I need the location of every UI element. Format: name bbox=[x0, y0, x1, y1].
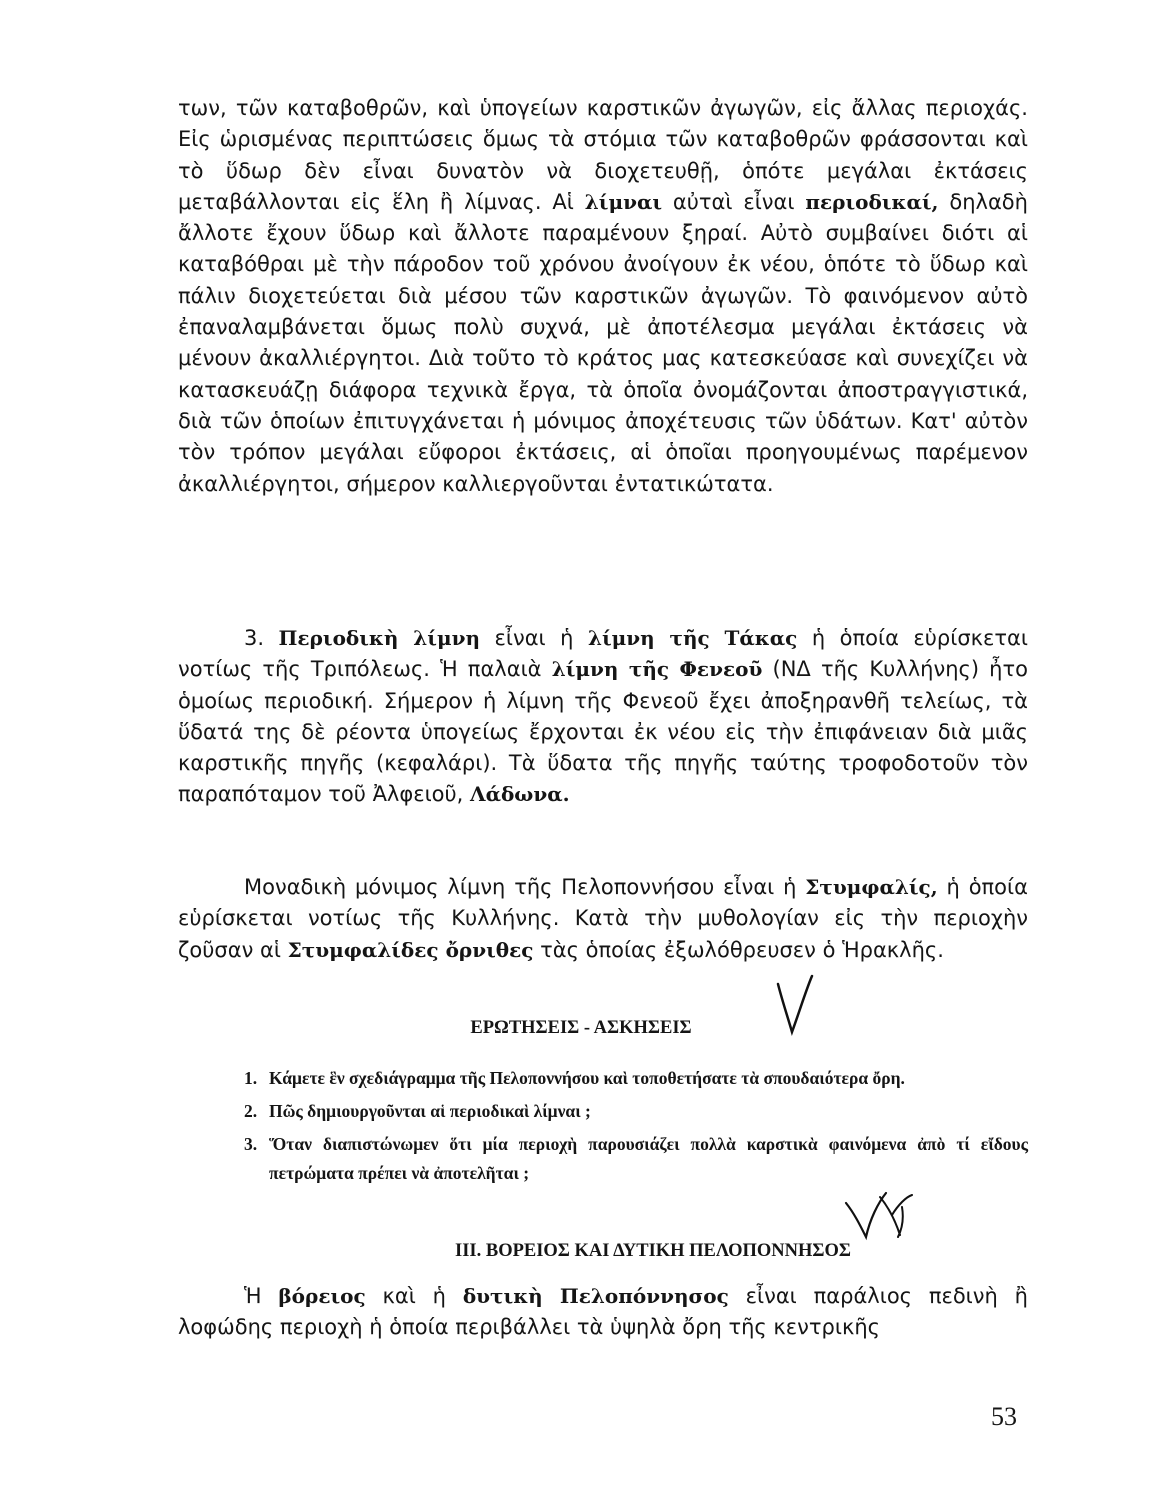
question-text: Πῶς δημιουργοῦνται αἱ περιοδικαὶ λίμναι ; bbox=[269, 1101, 591, 1121]
question-number: 1. bbox=[244, 1068, 258, 1088]
bold-term: δυτικὴ Πελοπόννησος bbox=[462, 1284, 729, 1308]
paragraph-text: ἡ ὁποία εὑρίσκεται νοτίως τῆς Κυλλήνης. Κατὰ τὴν μυθολογίαν εἰς τὴν περιοχὴν ζοῦσαν αἱ bbox=[178, 875, 1028, 962]
paragraph-north-west-peloponnese bbox=[178, 1281, 1028, 1344]
questions-list bbox=[244, 1064, 1028, 1192]
question-text: Κάμετε ἓν σχεδιάγραμμα τῆς Πελοποννήσου καὶ τοποθετήσατε τὰ σπουδαιότερα ὄρη. bbox=[269, 1068, 905, 1088]
paragraph-text: αὐταὶ εἶναι bbox=[672, 189, 795, 214]
bold-term: λίμναι bbox=[584, 189, 663, 214]
paragraph-text: (ΝΔ τῆς Κυλλήνης) ἦτο ὁμοίως περιοδική. Σήμερον ἡ λίμνη τῆς Φενεοῦ ἔχει ἀποξηρανθῆ τελείως, τὰ ὕδατά της δὲ ρέοντα ὑπογείως ἔρχονται ἐκ νέου εἰς τὴν ἐπιφάνειαν διὰ μιᾶς καρστικῆς πηγῆς (κεφαλάρι). Τὰ ὕδατα τῆς πηγῆς ταύτης τροφοδοτοῦν τὸν παραπόταμον τοῦ Ἀλφειοῦ, bbox=[178, 657, 1028, 807]
paragraph-text: Μοναδικὴ μόνιμος λίμνη τῆς Πελοποννήσου εἶναι ἡ bbox=[244, 875, 797, 899]
bold-term: Στυμφαλίδες ὄρνιθες bbox=[287, 937, 534, 962]
bold-term: Περιοδικὴ λίμνη bbox=[278, 626, 481, 650]
paragraph-periodic-lake bbox=[178, 623, 1028, 811]
paragraph-text: εἶναι παράλιος πεδινὴ ἢ λοφώδης περιοχὴ ἡ ὁποία περιβάλλει τὰ ὑψηλὰ ὄρη τῆς κεντρικῆς bbox=[178, 1284, 1028, 1340]
paragraph-text: δηλαδὴ ἄλλοτε ἔχουν ὕδωρ καὶ ἄλλοτε παραμένουν ξηραί. Αὐτὸ συμβαίνει διότι αἱ καταβόθραι μὲ τὴν πάροδον τοῦ χρόνου ἀνοίγουν ἐκ νέου, ὁπότε τὸ ὕδωρ καὶ πάλιν διοχετεύεται διὰ μέσου τῶν καρστικῶν ἀγωγῶν. Τὸ φαινόμενον αὐτὸ ἐπαναλαμβάνεται ὅμως πολὺ συχνά, μὲ ἀποτέλεσμα μεγάλαι ἐκτάσεις νὰ μένουν ἀκαλλιέργητοι. Διὰ τοῦτο τὸ κράτος μας κατεσκεύασε καὶ συνεχίζει νὰ κατασκευάζῃ διάφορα τεχνικὰ ἔργα, τὰ ὁποῖα ὀνομάζονται ἀποστραγγιστικά, διὰ τῶν ὁποίων ἐπιτυγχάνεται ἡ μόνιμος ἀποχέτευσις τῶν ὑδάτων. Κατ' αὐτὸν τὸν τρόπον μεγάλαι εὔφοροι ἐκτάσεις, αἱ ὁποῖαι προηγουμένως παρέμενον ἀκαλλιέργητοι, σήμερον καλλιεργοῦνται ἐντατικώτατα. bbox=[178, 189, 1028, 496]
paragraph-text: των, τῶν καταβοθρῶν, καὶ ὑπογείων καρστικῶν ἀγωγῶν, εἰς ἄλλας περιοχάς. Εἰς ὡρισμένας περιπτώσεις ὅμως τὰ στόμια τῶν καταβοθρῶν φράσσονται καὶ τὸ ὕδωρ δὲν εἶναι δυνατὸν νὰ διοχετευθῇ, ὁπότε μεγάλαι ἐκτάσεις μεταβάλλονται εἰς ἕλη ἢ λίμνας. Αἱ bbox=[178, 96, 1028, 214]
question-number: 3. bbox=[244, 1134, 258, 1154]
page-number: 53 bbox=[991, 1402, 1017, 1431]
paragraph-text: καὶ ἡ bbox=[382, 1284, 446, 1308]
question-text: Ὅταν διαπιστώνωμεν ὅτι μία περιοχὴ παρουσιάζει πολλὰ καρστικὰ φαινόμενα ἀπὸ τί εἴδους πετρώματα πρέπει νὰ ἀποτελῆται ; bbox=[269, 1134, 1028, 1183]
paragraph-stymfalis bbox=[178, 872, 1028, 966]
paragraph-text: ἡ ὁποία εὑρίσκεται νοτίως τῆς Τριπόλεως. Ἡ παλαιὰ bbox=[178, 626, 1028, 682]
bold-term: Λάδωνα. bbox=[470, 782, 570, 807]
paragraph-text: εἶναι ἡ bbox=[494, 626, 574, 650]
bold-term: περιοδικαί, bbox=[805, 189, 939, 214]
question-number: 2. bbox=[244, 1101, 258, 1121]
paragraph-text: τὰς ὁποίας ἐξωλόθρευσεν ὁ Ἡρακλῆς. bbox=[540, 937, 944, 962]
paragraph-number: 3. bbox=[244, 626, 265, 650]
bold-term: λίμνη τῆς Τάκας bbox=[587, 626, 798, 650]
paragraph-text: Ἡ bbox=[244, 1284, 262, 1308]
question-item bbox=[244, 1097, 1028, 1126]
handwritten-scribble-mark bbox=[840, 1185, 920, 1245]
question-item bbox=[244, 1064, 1028, 1093]
bold-term: λίμνη τῆς Φενεοῦ bbox=[551, 657, 763, 682]
question-item bbox=[244, 1130, 1028, 1188]
exercises-heading: ΕΡΩΤΗΣΕΙΣ - ΑΣΚΗΣΕΙΣ bbox=[470, 1018, 692, 1038]
section-heading: III. ΒΟΡΕΙΟΣ ΚΑΙ ΔΥΤΙΚΗ ΠΕΛΟΠΟΝΝΗΣΟΣ bbox=[455, 1241, 851, 1261]
bold-term: βόρειος bbox=[278, 1284, 366, 1308]
paragraph-karst-lakes bbox=[178, 93, 1028, 500]
bold-term: Στυμφαλίς, bbox=[805, 875, 938, 899]
